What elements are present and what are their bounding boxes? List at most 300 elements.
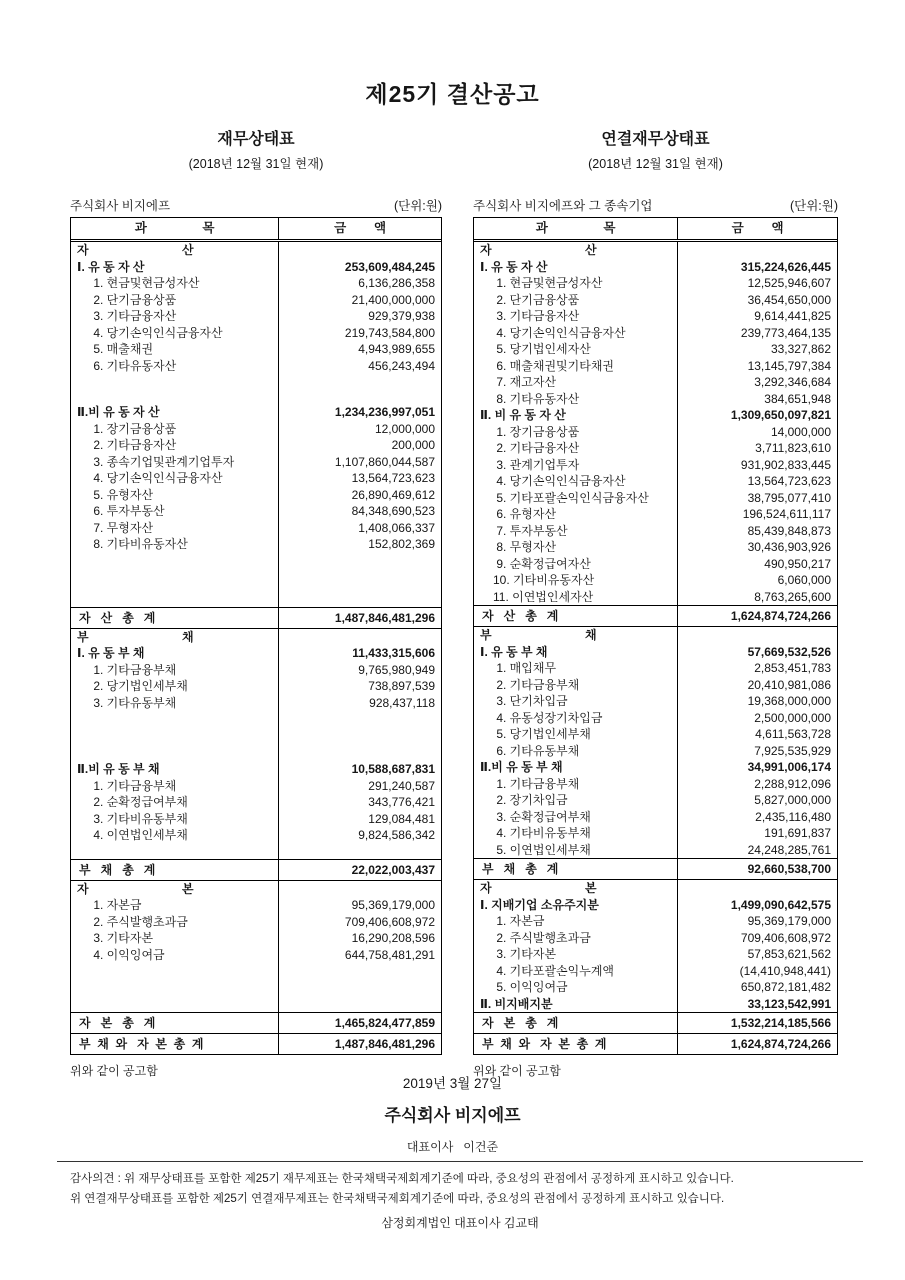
amount-value: 219,743,584,800: [278, 325, 441, 342]
amount-value: 709,406,608,972: [278, 914, 441, 931]
amount-value: 10,588,687,831: [278, 761, 441, 778]
amount-value: 33,123,542,991: [677, 996, 837, 1013]
amount-value: 1,107,860,044,587: [278, 454, 441, 471]
table-row: [474, 523, 837, 540]
auditor-name: 삼정회계법인 대표이사 김교태: [381, 1216, 539, 1230]
amount-value: 931,902,833,445: [677, 457, 837, 474]
amount-value: 644,758,481,291: [278, 947, 441, 964]
account-label: 3. 기타금융자산: [493, 309, 580, 323]
amount-value: 92,660,538,700: [677, 859, 837, 879]
table-row: [474, 374, 837, 391]
amount-value: 3,711,823,610: [677, 440, 837, 457]
amount-value: 20,410,981,086: [677, 677, 837, 694]
audit-opinion-section: [57, 1161, 863, 1231]
account-label: 2. 단기금융상품: [493, 292, 580, 307]
unit-label: (단위:원): [393, 199, 442, 213]
table-row: [474, 589, 837, 606]
amount-value: 9,824,586,342: [278, 827, 441, 844]
table-row: [71, 914, 441, 931]
amount-value: 85,439,848,873: [677, 523, 837, 540]
account-label: 자 본: [77, 881, 194, 896]
amount-value: 196,524,611,117: [677, 506, 837, 523]
column-header-account: 과 목: [535, 221, 616, 235]
table-row: [71, 325, 441, 342]
account-label: 3. 종속기업및관계기업투자: [90, 454, 235, 469]
amount-value: 456,243,494: [278, 358, 441, 375]
account-label: 9. 순확정급여자산: [493, 556, 591, 571]
account-label: 부 채 총 계: [482, 862, 559, 876]
table-spacer-row: [71, 711, 441, 761]
account-label: 부 채 총 계: [79, 862, 156, 877]
amount-value: 650,872,181,482: [677, 979, 837, 996]
table-row: [474, 759, 837, 776]
account-label: 3. 단기차입금: [493, 694, 568, 708]
amount-value: 1,487,846,481,296: [278, 608, 441, 628]
audit-opinion-line-2: 위 연결재무상태표를 포함한 제25기 연결재무제표는 한국채택국제회계기준에 따라, 중요성의 관점에서 공정하게 표시하고 있습니다.: [70, 1193, 725, 1205]
account-label: 자 본 총 계: [482, 1016, 559, 1030]
table-row: [474, 879, 837, 897]
table-row: [474, 743, 837, 760]
table-row: [71, 1012, 441, 1033]
table-row: [71, 645, 441, 662]
account-label: 7. 무형자산: [90, 520, 154, 535]
amount-value: 1,532,214,185,566: [677, 1013, 837, 1033]
account-label: 자 산: [480, 243, 597, 257]
statement-meta: [70, 196, 442, 214]
account-label: 3. 순확정급여부채: [493, 809, 591, 824]
amount-value: 9,614,441,825: [677, 308, 837, 325]
amount-value: 253,609,484,245: [278, 259, 441, 276]
amount-value: 2,288,912,096: [677, 776, 837, 793]
table-body: [71, 242, 441, 1054]
account-label: 7. 재고자산: [493, 375, 557, 389]
amount-value: 11,433,315,606: [278, 645, 441, 662]
amount-value: 6,060,000: [677, 572, 837, 589]
separate-balance-sheet: [70, 126, 442, 1079]
table-row: [474, 858, 837, 879]
amount-value: 9,765,980,949: [278, 662, 441, 679]
account-label: 4. 기타포괄손익누계액: [493, 963, 615, 978]
account-label: 1. 현금및현금성자산: [493, 276, 603, 290]
audit-opinion-line-1: 감사의견 : 위 재무상태표를 포함한 제25기 재무제표는 한국채택국제회계기준에 따라, 중요성의 관점에서 공정하게 표시하고 있습니다.: [70, 1173, 734, 1185]
account-label: 5. 매출채권: [90, 342, 154, 356]
account-label: 8. 기타유동자산: [493, 391, 580, 406]
table-row: [474, 572, 837, 589]
table-row: [71, 292, 441, 309]
table-row: [474, 996, 837, 1013]
table-spacer-row: [71, 374, 441, 404]
account-label: 1. 기타금융부채: [90, 662, 177, 677]
amount-value: 239,773,464,135: [677, 325, 837, 342]
account-label: 4. 유동성장기차입금: [493, 710, 603, 725]
amount-value: 1,234,236,997,051: [278, 404, 441, 421]
table-row: [71, 897, 441, 914]
account-label: 1. 기타금융부채: [493, 776, 580, 791]
amount-value: 26,890,469,612: [278, 487, 441, 504]
amount-value: 3,292,346,684: [677, 374, 837, 391]
footer-block: [0, 1072, 905, 1155]
table-row: [474, 946, 837, 963]
account-label: 3. 기타금융자산: [90, 309, 177, 323]
amount-value: 84,348,690,523: [278, 503, 441, 520]
amount-value: [278, 711, 441, 761]
table-row: [474, 726, 837, 743]
table-row: [474, 490, 837, 507]
amount-value: 13,564,723,623: [278, 470, 441, 487]
table-row: [474, 473, 837, 490]
table-row: [474, 259, 837, 276]
balance-sheet-table: [70, 217, 442, 1055]
table-row: [474, 842, 837, 859]
account-label: 부 채: [77, 629, 194, 644]
account-label: 4. 당기손익인식금융자산: [90, 471, 223, 485]
amount-value: 291,240,587: [278, 778, 441, 795]
account-label: 5. 유형자산: [90, 487, 154, 502]
amount-value: 738,897,539: [278, 678, 441, 695]
amount-value: 4,943,989,655: [278, 341, 441, 358]
table-row: [71, 437, 441, 454]
ceo-name: 대표이사 이건준: [406, 1140, 499, 1154]
account-label: 6. 기타유동부채: [493, 743, 580, 758]
amount-value: 30,436,903,926: [677, 539, 837, 556]
account-label: Ⅰ. 유 동 부 채: [77, 646, 145, 660]
amount-value: 13,564,723,623: [677, 473, 837, 490]
amount-value: 24,248,285,761: [677, 842, 837, 859]
account-label: 7. 투자부동산: [493, 523, 568, 538]
page-title: 제25기 결산공고: [365, 81, 540, 107]
table-row: [71, 930, 441, 947]
table-row: [474, 506, 837, 523]
amount-value: 5,827,000,000: [677, 792, 837, 809]
amount-value: 7,925,535,929: [677, 743, 837, 760]
account-label: 5. 이연법인세부채: [493, 842, 591, 857]
amount-value: [278, 374, 441, 404]
table-row: [474, 776, 837, 793]
table-row: [474, 242, 837, 259]
table-row: [474, 358, 837, 375]
amount-value: 200,000: [278, 437, 441, 454]
account-label: 자 본: [480, 881, 597, 895]
account-label: [71, 553, 278, 607]
table-row: [474, 1012, 837, 1033]
account-label: 1. 자본금: [90, 898, 142, 912]
amount-value: 34,991,006,174: [677, 759, 837, 776]
amount-value: 928,437,118: [278, 695, 441, 712]
table-header-row: [71, 218, 441, 242]
table-row: [474, 825, 837, 842]
account-label: Ⅱ.비 유 동 자 산: [77, 405, 160, 419]
account-label: 2. 당기법인세부채: [90, 679, 188, 693]
table-row: [71, 520, 441, 537]
entity-name: 주식회사 비지에프와 그 종속기업: [473, 199, 653, 213]
account-label: 6. 유형자산: [493, 507, 557, 521]
table-row: [474, 539, 837, 556]
statement-as-of-date: (2018년 12월 31일 현재): [588, 157, 723, 171]
account-label: 부 채 와 자 본 총 계: [482, 1037, 607, 1051]
account-label: 4. 기타비유동부채: [493, 826, 591, 840]
table-row: [71, 454, 441, 471]
table-row: [71, 503, 441, 520]
account-label: 5. 당기법인세자산: [493, 342, 591, 356]
amount-value: 22,022,003,437: [278, 860, 441, 880]
table-row: [71, 778, 441, 795]
notice-text: 위와 같이 공고함: [473, 1064, 561, 1078]
amount-value: 2,853,451,783: [677, 660, 837, 677]
table-header-row: [474, 218, 837, 242]
statement-as-of-date: (2018년 12월 31일 현재): [188, 157, 324, 171]
account-label: Ⅱ.비 유 동 부 채: [480, 760, 563, 774]
account-label: 4. 당기손익인식금융자산: [90, 325, 223, 340]
account-label: Ⅰ. 유 동 자 산: [77, 259, 145, 274]
amount-value: 2,500,000,000: [677, 710, 837, 727]
account-label: 3. 기타유동부채: [90, 695, 177, 710]
amount-value: 1,499,090,642,575: [677, 897, 837, 914]
account-label: 자 산 총 계: [79, 610, 156, 625]
amount-value: 19,368,000,000: [677, 693, 837, 710]
table-row: [474, 792, 837, 809]
amount-value: [278, 629, 441, 646]
amount-value: 709,406,608,972: [677, 930, 837, 947]
amount-value: 57,669,532,526: [677, 644, 837, 661]
entity-name: 주식회사 비지에프: [70, 199, 171, 213]
account-label: 1. 기타금융부채: [90, 778, 177, 793]
table-row: [71, 1033, 441, 1054]
table-row: [474, 930, 837, 947]
amount-value: 343,776,421: [278, 794, 441, 811]
table-row: [474, 913, 837, 930]
account-label: 3. 기타자본: [493, 947, 557, 961]
amount-value: 6,136,286,358: [278, 275, 441, 292]
table-row: [71, 259, 441, 276]
account-label: 2. 장기차입금: [493, 793, 568, 807]
amount-value: [278, 881, 441, 898]
amount-value: 8,763,265,600: [677, 589, 837, 606]
table-row: [71, 421, 441, 438]
account-label: Ⅱ. 비지배지분: [480, 996, 553, 1011]
table-row: [71, 275, 441, 292]
account-label: 3. 기타자본: [90, 931, 154, 945]
table-row: [474, 292, 837, 309]
account-label: [71, 844, 278, 859]
amount-value: 36,454,650,000: [677, 292, 837, 309]
account-label: Ⅱ.비 유 동 부 채: [77, 762, 160, 776]
column-header-amount: 금 액: [278, 218, 441, 239]
account-label: 11. 이연법인세자산: [493, 589, 594, 604]
account-label: 2. 단기금융상품: [90, 292, 177, 307]
account-label: 3. 기타비유동부채: [90, 811, 188, 826]
statement-meta: [473, 196, 838, 214]
table-row: [474, 341, 837, 358]
amount-value: 152,802,369: [278, 536, 441, 553]
amount-value: [278, 844, 441, 859]
amount-value: 21,400,000,000: [278, 292, 441, 309]
account-label: 자 본 총 계: [79, 1016, 156, 1030]
account-label: [71, 963, 278, 1012]
account-label: 2. 기타금융자산: [90, 438, 177, 452]
table-row: [474, 605, 837, 626]
amount-value: 33,327,862: [677, 341, 837, 358]
amount-value: 16,290,208,596: [278, 930, 441, 947]
amount-value: 4,611,563,728: [677, 726, 837, 743]
amount-value: [278, 553, 441, 607]
unit-label: (단위:원): [789, 199, 838, 213]
company-name: 주식회사 비지에프: [384, 1106, 521, 1125]
table-row: [71, 947, 441, 964]
table-spacer-row: [71, 963, 441, 1012]
amount-value: 384,651,948: [677, 391, 837, 408]
amount-value: 1,624,874,724,266: [677, 606, 837, 626]
table-spacer-row: [71, 844, 441, 859]
table-row: [71, 308, 441, 325]
amount-value: 2,435,116,480: [677, 809, 837, 826]
amount-value: [677, 627, 837, 644]
table-row: [474, 644, 837, 661]
amount-value: [278, 963, 441, 1012]
table-row: [71, 628, 441, 646]
account-label: 1. 장기금융상품: [90, 421, 177, 436]
amount-value: 315,224,626,445: [677, 259, 837, 276]
account-label: Ⅰ. 유 동 자 산: [480, 259, 548, 274]
table-row: [71, 695, 441, 712]
account-label: 4. 이익잉여금: [90, 947, 165, 962]
amount-value: 1,465,824,477,859: [278, 1013, 441, 1033]
amount-value: (14,410,948,441): [677, 963, 837, 980]
account-label: 자 산 총 계: [482, 609, 559, 623]
account-label: 8. 기타비유동자산: [90, 537, 188, 551]
statement-heading: 연결재무상태표: [601, 131, 710, 148]
table-row: [71, 794, 441, 811]
amount-value: 57,853,621,562: [677, 946, 837, 963]
table-row: [71, 678, 441, 695]
table-row: [71, 242, 441, 259]
account-label: 8. 무형자산: [493, 540, 557, 554]
amount-value: 95,369,179,000: [278, 897, 441, 914]
table-row: [474, 325, 837, 342]
amount-value: 12,000,000: [278, 421, 441, 438]
table-row: [474, 710, 837, 727]
table-row: [474, 963, 837, 980]
amount-value: [278, 242, 441, 259]
account-label: Ⅱ. 비 유 동 자 산: [480, 408, 566, 422]
table-row: [474, 897, 837, 914]
account-label: Ⅰ. 유 동 부 채: [480, 644, 548, 659]
account-label: 4. 당기손익인식금융자산: [493, 325, 626, 340]
table-row: [71, 811, 441, 828]
account-label: 6. 기타유동자산: [90, 358, 177, 373]
amount-value: 929,379,938: [278, 308, 441, 325]
account-label: 자 산: [77, 243, 194, 257]
account-label: 5. 당기법인세부채: [493, 727, 591, 741]
amount-value: [677, 242, 837, 259]
column-header-account: 과 목: [134, 221, 215, 235]
announcement-date: 2019년 3월 27일: [402, 1076, 503, 1091]
notice-text: 위와 같이 공고함: [70, 1064, 158, 1078]
table-row: [474, 677, 837, 694]
account-label: 4. 이연법인세부채: [90, 828, 188, 842]
account-label: 5. 기타포괄손익인식금융자산: [493, 490, 649, 505]
table-row: [71, 470, 441, 487]
table-row: [71, 662, 441, 679]
amount-value: 13,145,797,384: [677, 358, 837, 375]
account-label: 부 채 와 자 본 총 계: [79, 1037, 204, 1051]
amount-value: 191,691,837: [677, 825, 837, 842]
table-row: [474, 626, 837, 644]
table-row: [71, 358, 441, 375]
amount-value: 1,408,066,337: [278, 520, 441, 537]
account-label: 3. 관계기업투자: [493, 457, 580, 472]
table-row: [71, 827, 441, 844]
table-row: [474, 457, 837, 474]
table-row: [474, 556, 837, 573]
table-row: [474, 809, 837, 826]
table-spacer-row: [71, 553, 441, 607]
amount-value: [677, 880, 837, 897]
account-label: 2. 순확정급여부채: [90, 795, 188, 809]
amount-value: 38,795,077,410: [677, 490, 837, 507]
table-row: [71, 859, 441, 880]
amount-value: 129,084,481: [278, 811, 441, 828]
table-body: [474, 242, 837, 1054]
table-row: [71, 536, 441, 553]
account-label: 2. 주식발행초과금: [493, 930, 591, 945]
table-row: [71, 487, 441, 504]
account-label: 1. 현금및현금성자산: [90, 276, 200, 290]
table-row: [474, 308, 837, 325]
table-row: [71, 880, 441, 898]
account-label: 6. 매출채권및기타채권: [493, 358, 615, 373]
table-row: [71, 761, 441, 778]
account-label: 1. 장기금융상품: [493, 424, 580, 439]
account-label: 6. 투자부동산: [90, 504, 165, 518]
account-label: [71, 711, 278, 761]
account-label: 1. 자본금: [493, 914, 545, 928]
table-row: [474, 391, 837, 408]
column-header-amount: 금 액: [677, 218, 837, 239]
amount-value: 1,487,846,481,296: [278, 1034, 441, 1054]
amount-value: 490,950,217: [677, 556, 837, 573]
account-label: 1. 매입채무: [493, 661, 557, 675]
account-label: 2. 기타금융부채: [493, 677, 580, 692]
amount-value: 95,369,179,000: [677, 913, 837, 930]
table-row: [474, 660, 837, 677]
account-label: 2. 기타금융자산: [493, 441, 580, 455]
table-row: [474, 275, 837, 292]
account-label: 2. 주식발행초과금: [90, 914, 188, 929]
amount-value: 1,624,874,724,266: [677, 1034, 837, 1054]
account-label: Ⅰ. 지배기업 소유주지분: [480, 897, 599, 912]
table-row: [71, 607, 441, 628]
table-row: [71, 341, 441, 358]
table-row: [71, 404, 441, 421]
account-label: 4. 당기손익인식금융자산: [493, 474, 626, 488]
balance-sheet-table: [473, 217, 838, 1055]
table-row: [474, 424, 837, 441]
account-label: 부 채: [480, 628, 597, 642]
table-row: [474, 1033, 837, 1054]
table-row: [474, 440, 837, 457]
table-row: [474, 407, 837, 424]
account-label: [71, 374, 278, 404]
amount-value: 1,309,650,097,821: [677, 407, 837, 424]
consolidated-balance-sheet: [473, 126, 838, 1079]
amount-value: 14,000,000: [677, 424, 837, 441]
amount-value: 12,525,946,607: [677, 275, 837, 292]
account-label: 5. 이익잉여금: [493, 980, 568, 994]
statement-heading: 재무상태표: [217, 131, 295, 148]
table-row: [474, 979, 837, 996]
table-row: [474, 693, 837, 710]
account-label: 10. 기타비유동자산: [493, 573, 595, 587]
